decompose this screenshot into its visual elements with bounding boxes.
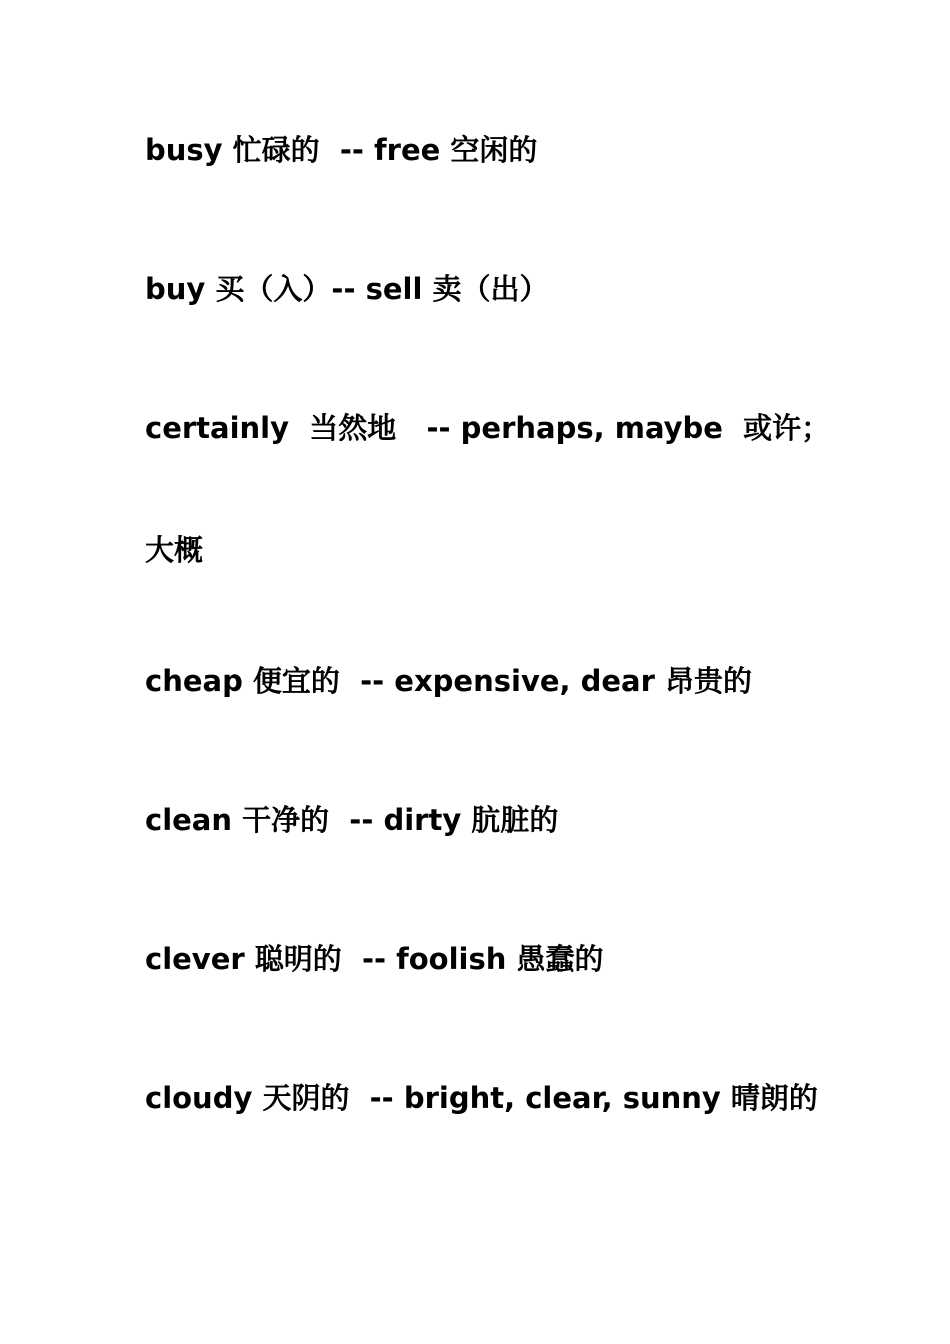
vocab-line-clean: clean 干净的 -- dirty 肮脏的 (145, 803, 559, 837)
vocab-line-busy: busy 忙碌的 -- free 空闲的 (145, 133, 538, 167)
vocab-line-buy: buy 买（入）-- sell 卖（出） (145, 272, 549, 306)
vocab-line-cheap: cheap 便宜的 -- expensive, dear 昂贵的 (145, 664, 753, 698)
vocab-line-certainly-continued: 大概 (145, 533, 204, 567)
vocab-line-cloudy: cloudy 天阴的 -- bright, clear, sunny 晴朗的 (145, 1081, 818, 1115)
vocab-line-certainly: certainly 当然地 -- perhaps, maybe 或许； (145, 411, 831, 445)
vocab-line-clever: clever 聪明的 -- foolish 愚蠢的 (145, 942, 604, 976)
